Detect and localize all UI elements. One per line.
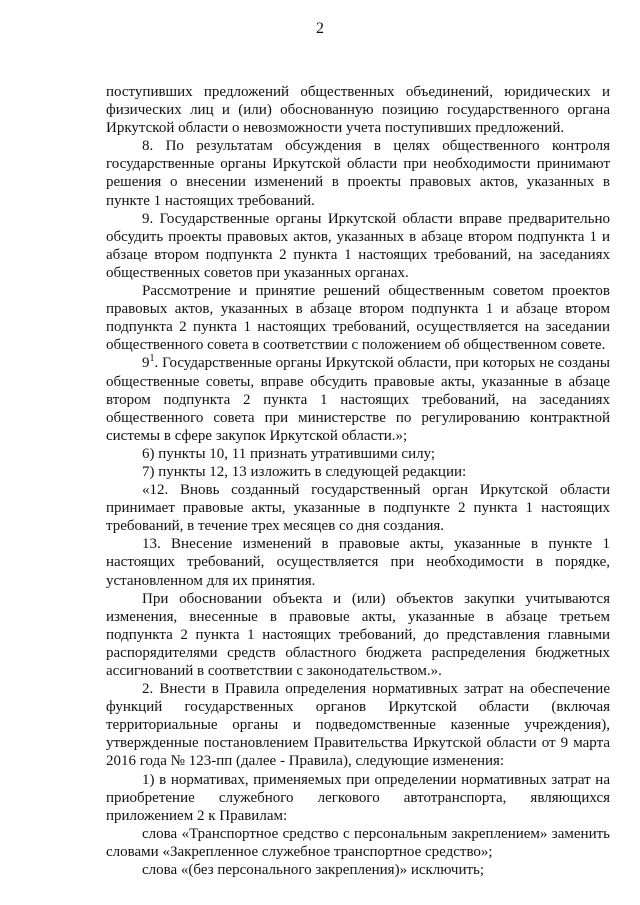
paragraph xyxy=(106,481,610,535)
paragraph-text: 1) в нормативах, применяемых при определении нормативных затрат на приобретение служебного легкового автотранспорта, являющихся приложением 2 к Правилам: xyxy=(106,771,610,824)
paragraph xyxy=(106,535,610,589)
paragraph-text: слова «(без персонального закрепления)» исключить; xyxy=(142,862,485,879)
paragraph-text: поступивших предложений общественных объединений, юридических и физических лиц и (или) обоснованную позицию государственного органа Иркутской области о невозможности учета поступивших предложений. xyxy=(106,84,610,137)
paragraph xyxy=(106,137,610,209)
paragraph xyxy=(106,825,610,861)
page-number: 2 xyxy=(316,20,324,37)
paragraph-text: слова «Транспортное средство с персональным закреплением» заменить словами «Закрепленное служебное транспортное средство»; xyxy=(106,825,610,860)
paragraph-text: 7) пункты 12, 13 изложить в следующей редакции: xyxy=(142,463,467,480)
paragraph xyxy=(106,590,610,680)
paragraph-text: 2. Внести в Правила определения нормативных затрат на обеспечение функций государственных органов Иркутской области (включая территориальные органы и подведомственные казенные учреждения), утвержденные постановлением Правительства Иркутской области от 9 марта 2016 года № 123-пп (далее - Правила), следующие изменения: xyxy=(106,681,610,770)
paragraph xyxy=(106,354,610,444)
document-body xyxy=(106,83,610,879)
paragraph-text: «12. Вновь созданный государственный орган Иркутской области принимает правовые акты, указанные в подпункте 2 пункта 1 настоящих требований, в течение трех месяцев со дня создания. xyxy=(106,482,610,535)
paragraph-text: Рассмотрение и принятие решений общественным советом проектов правовых актов, указанных в абзаце втором подпункта 1 и абзаце втором подпункта 2 пункта 1 настоящих требований, осуществляется на заседании общественного совета в соответствии с положением об общественном совете. xyxy=(106,283,610,354)
paragraph-text: При обосновании объекта и (или) объектов закупки учитываются изменения, внесенные в правовые акты, указанные в абзаце третьем подпункта 2 пункта 1 настоящих требований, до представления главными распорядителями средств областного бюджета распределения бюджетных ассигнований в соответствии с законодательством.». xyxy=(106,590,610,679)
paragraph-text: . Государственные органы Иркутской области, при которых не созданы общественные советы, вправе обсудить правовые акты, указанные в абзаце втором подпункта 2 пункта 1 настоящих требований, на заседаниях общественного совета при министерстве по регулированию контрактной системы в сфере закупок Иркутской области.»; xyxy=(106,355,610,444)
paragraph xyxy=(106,680,610,770)
paragraph xyxy=(106,83,610,137)
paragraph-text: 9. Государственные органы Иркутской области вправе предварительно обсудить проекты правовых актов, указанных в абзаце втором подпункта 1 и абзаце втором подпункта 2 пункта 1 настоящих требований, на заседаниях общественных советов при указанных органах. xyxy=(106,210,610,281)
paragraph xyxy=(106,282,610,354)
paragraph xyxy=(106,771,610,825)
paragraph xyxy=(106,445,610,463)
superscript: 1 xyxy=(149,353,155,365)
paragraph-text: 6) пункты 10, 11 признать утратившими силу; xyxy=(142,445,436,462)
paragraph xyxy=(106,210,610,282)
paragraph-text: 13. Внесение изменений в правовые акты, указанные в пункте 1 настоящих требований, осуществляется при необходимости в порядке, установленном для их принятия. xyxy=(106,536,610,589)
paragraph xyxy=(106,463,610,481)
clause-number: 9 xyxy=(142,355,150,372)
paragraph xyxy=(106,861,610,879)
paragraph-text: 8. По результатам обсуждения в целях общественного контроля государственные органы Иркутской области при необходимости принимают решения о внесении изменений в проекты правовых актов, указанных в пункте 1 настоящих требований. xyxy=(106,138,610,209)
